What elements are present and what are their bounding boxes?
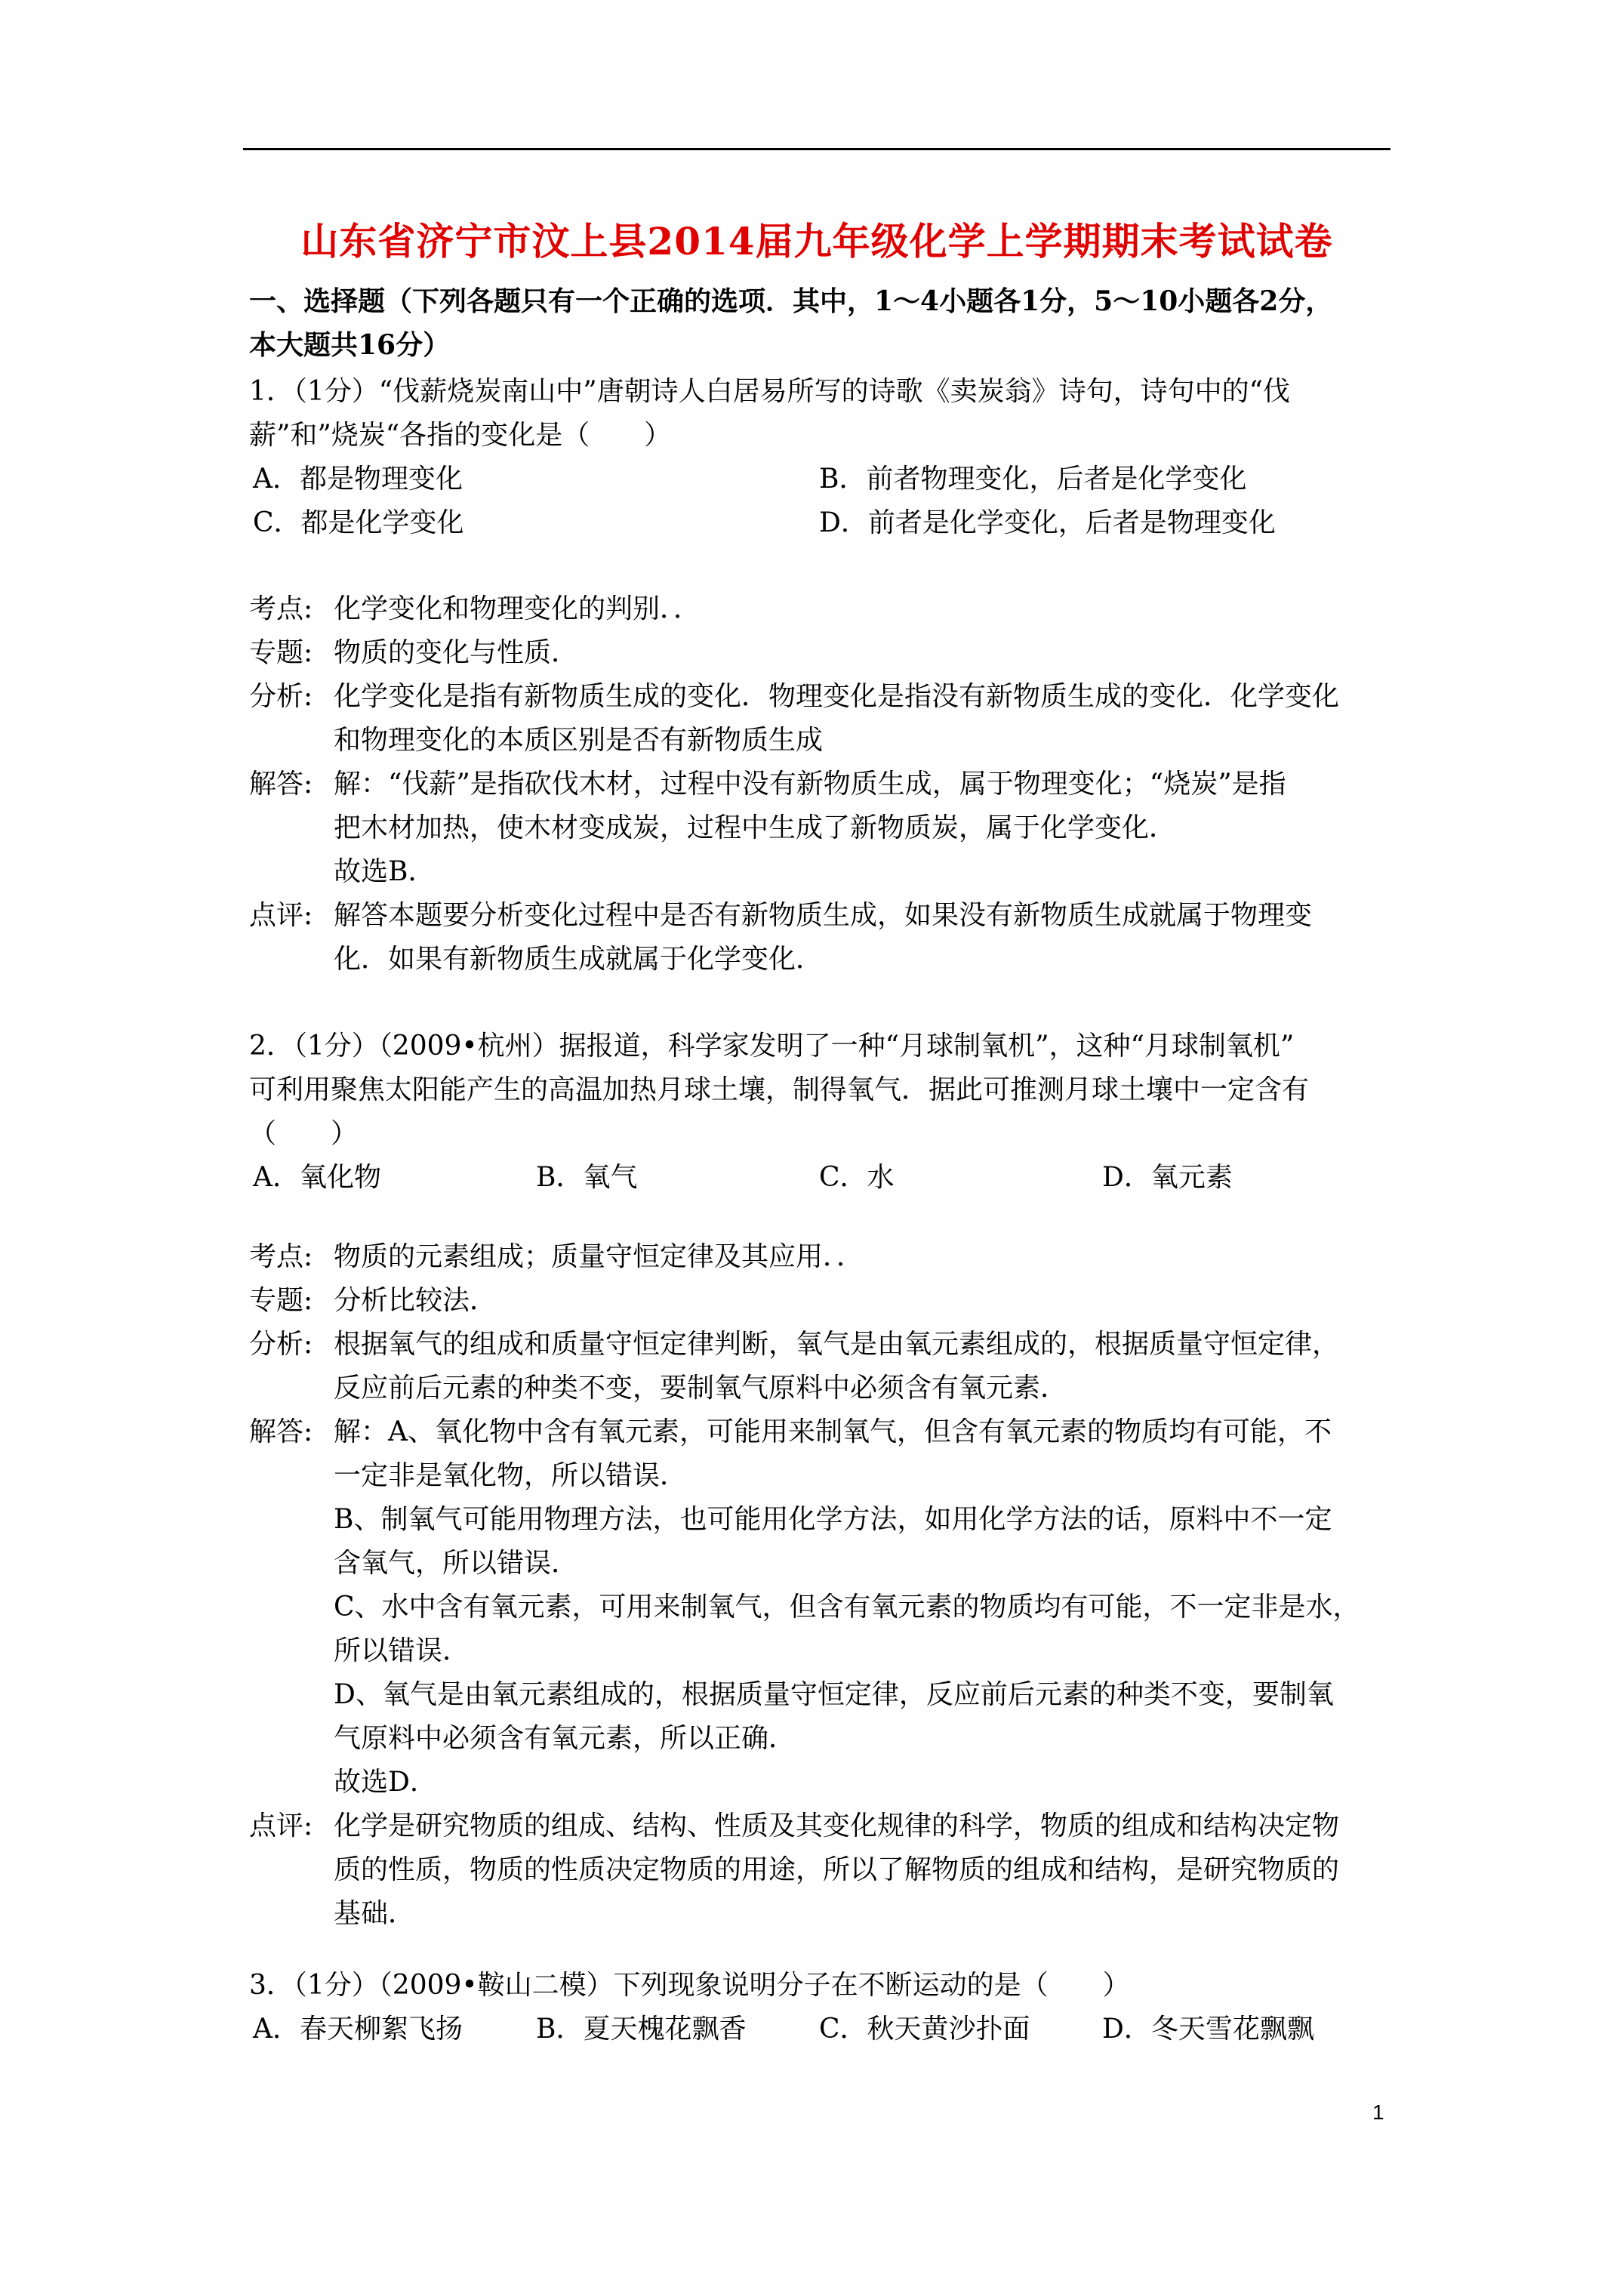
jieda-line: 一定非是氧化物，所以错误． [334,1460,688,1491]
option-a: A．氧化物 [253,1162,381,1193]
jieda-line: 气原料中必须含有氧元素，所以正确． [334,1723,796,1754]
option-d: D．冬天雪花飘飘 [1102,2014,1314,2045]
option-d: D．前者是化学变化，后者是物理变化 [819,507,1276,538]
fenxi-line: 反应前后元素的种类不变，要制氧气原料中必须含有氧元素． [334,1373,1068,1404]
section-header-line: 本大题共16分） [249,329,451,361]
zhuanti-label: 专题: [249,637,313,668]
jieda-line: 含氧气，所以错误． [334,1548,579,1579]
jieda-line: 所以错误． [334,1635,470,1666]
question-stem: 1．（1分）“伐薪烧炭南山中”唐朝诗人白居易所写的诗歌《卖炭翁》诗句，诗句中的“伐 [249,376,1291,407]
jieda-line: 解：“伐薪”是指砍伐木材，过程中没有新物质生成，属于物理变化；“烧炭”是指 [334,769,1286,800]
question-stem: 可利用聚焦太阳能产生的高温加热月球土壤，制得氧气．据此可推测月球土壤中一定含有 [249,1074,1310,1105]
dianping-label: 点评: [249,1811,313,1841]
option-b: B．前者物理变化，后者是化学变化 [819,464,1247,495]
zhuanti-row [249,631,1397,675]
jieda-line: B、制氧气可能用物理方法，也可能用化学方法，如用化学方法的话，原料中不一定 [334,1504,1332,1535]
option-d: D．氧元素 [1102,1162,1233,1193]
option-c: C．都是化学变化 [253,507,464,538]
section-header [249,279,1397,367]
question-stem: 薪”和”烧炭“各指的变化是（ ） [249,420,672,451]
header-rule [243,148,1390,150]
options-row [249,501,1397,545]
zhuanti-row [249,1279,1397,1323]
fenxi-label: 分析: [249,1329,313,1360]
jieda-row [249,763,1397,894]
option-c: C．秋天黄沙扑面 [819,2014,1030,2045]
question-stem: 3．（1分）（2009•鞍山二模）下列现象说明分子在不断运动的是（ ） [249,1970,1130,2001]
kaodian-row [249,587,1397,631]
zhuanti-text: 分析比较法． [334,1285,497,1316]
question-2 [249,1025,1397,1200]
dianping-row [249,1804,1397,1936]
option-a: A．都是物理变化 [253,464,463,495]
fenxi-line: 和物理变化的本质区别是否有新物质生成 [334,725,824,756]
page-title: 山东省济宁市汶上县2014届九年级化学上学期期末考试试卷 [300,219,1333,264]
kaodian-text: 物质的元素组成；质量守恒定律及其应用．． [334,1241,864,1272]
fenxi-label: 分析: [249,681,313,712]
fenxi-line: 化学变化是指有新物质生成的变化．物理变化是指没有新物质生成的变化．化学变化 [334,681,1340,712]
kaodian-row [249,1235,1397,1279]
options-row [249,458,1397,501]
fenxi-row [249,675,1397,763]
section-header-line: 一、选择题（下列各题只有一个正确的选项．其中，1～4小题各1分，5～10小题各2分， [249,285,1333,317]
jieda-line: 故选B． [334,856,436,887]
jieda-line: 把木材加热，使木材变成炭，过程中生成了新物质炭，属于化学变化． [334,812,1177,843]
kaodian-text: 化学变化和物理变化的判别．． [334,593,701,624]
dianping-row [249,894,1397,982]
jieda-row [249,1410,1397,1804]
kaodian-label: 考点: [249,1241,313,1272]
explanation-2 [249,1235,1397,1936]
question-3 [249,1964,1397,2051]
zhuanti-label: 专题: [249,1285,313,1316]
options-row [249,1156,1397,1200]
kaodian-label: 考点: [249,593,313,624]
dianping-line: 基础． [334,1898,416,1929]
dianping-label: 点评: [249,900,313,931]
dianping-line: 质的性质，物质的性质决定物质的用途，所以了解物质的组成和结构，是研究物质的 [334,1854,1340,1885]
option-c: C．水 [819,1162,895,1193]
jieda-line: C、水中含有氧元素，可用来制氧气，但含有氧元素的物质均有可能，不一定非是水， [334,1592,1360,1623]
question-stem: 2．（1分）（2009•杭州）据报道，科学家发明了一种“月球制氧机”，这种“月球制氧机” [249,1031,1295,1062]
jieda-line: D、氧气是由氧元素组成的，根据质量守恒定律，反应前后元素的种类不变，要制氧 [334,1679,1334,1710]
fenxi-row [249,1323,1397,1410]
jieda-line: 解：A、氧化物中含有氧元素，可能用来制氧气，但含有氧元素的物质均有可能，不 [334,1416,1332,1447]
option-b: B．夏天槐花飘香 [536,2014,747,2045]
question-1 [249,370,1397,545]
jieda-label: 解答: [249,769,313,800]
dianping-line: 解答本题要分析变化过程中是否有新物质生成，如果没有新物质生成就属于物理变 [334,900,1313,931]
dianping-line: 化．如果有新物质生成就属于化学变化． [334,944,824,975]
question-stem: （ ） [249,1118,359,1149]
explanation-1 [249,587,1397,982]
option-b: B．氧气 [536,1162,638,1193]
jieda-line: 故选D． [334,1767,437,1798]
options-row [249,2008,1397,2051]
jieda-label: 解答: [249,1416,313,1447]
fenxi-line: 根据氧气的组成和质量守恒定律判断，氧气是由氧元素组成的，根据质量守恒定律， [334,1329,1340,1360]
option-a: A．春天柳絮飞扬 [253,2014,463,2045]
page-number: 1 [1372,2100,1384,2124]
zhuanti-text: 物质的变化与性质． [334,637,579,668]
dianping-line: 化学是研究物质的组成、结构、性质及其变化规律的科学，物质的组成和结构决定物 [334,1811,1340,1841]
